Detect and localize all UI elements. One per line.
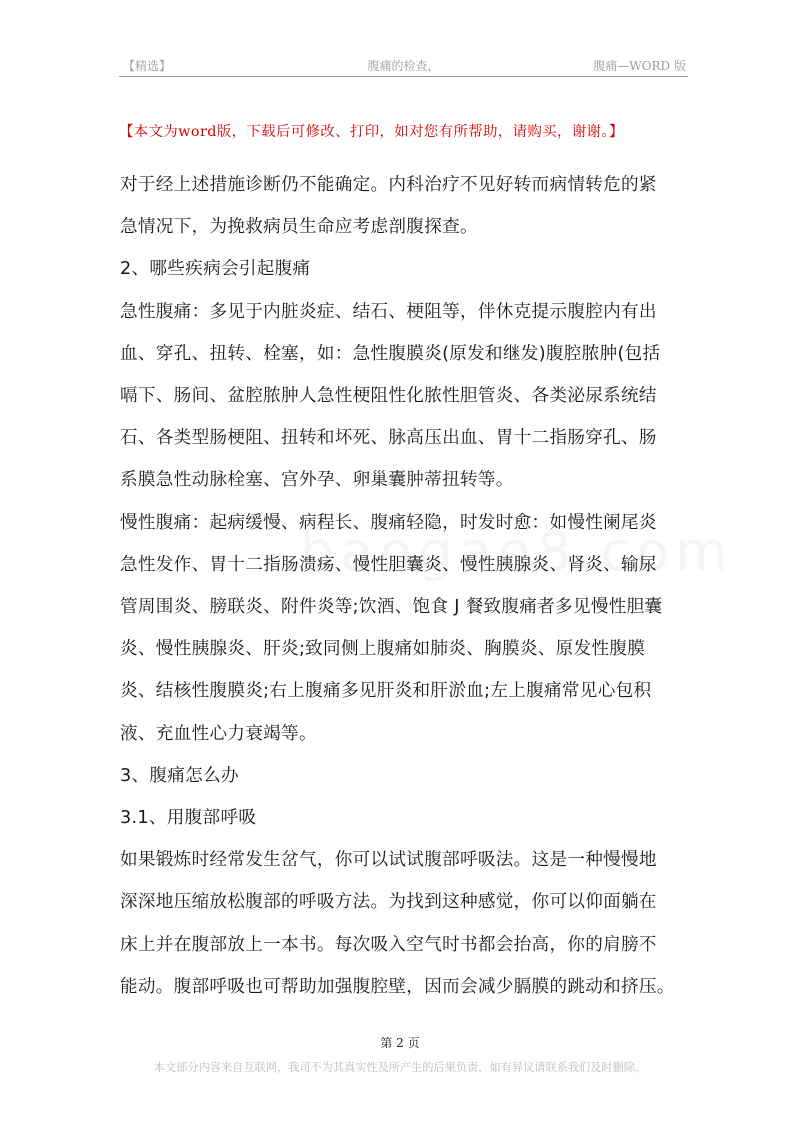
body-line: 系膜急性动脉栓塞、宫外孕、卵巢囊肿蒂扭转等。: [120, 470, 514, 491]
purchase-notice: 【本文为word版，下载后可修改、打印，如对您有所帮助，请购买，谢谢。】: [119, 124, 624, 140]
body-line: 急情况下，为挽救病员生命应考虑剖腹探查。: [120, 217, 478, 238]
body-line: 慢性腹痛：起病缓慢、病程长、腹痛轻隐，时发时愈：如慢性阑尾炎: [120, 512, 657, 533]
body-line: 急性腹痛：多见于内脏炎症、结石、梗阻等，伴休克提示腹腔内有出: [120, 301, 657, 322]
subsection-heading: 3.1、用腹部呼吸: [120, 808, 257, 829]
header-right-tag: 腹痛—WORD 版: [593, 59, 686, 73]
header-left-tag: 【精选】: [123, 59, 172, 73]
section-heading: 2、哪些疾病会引起腹痛: [120, 259, 311, 280]
body-line: 管周围炎、膀联炎、附件炎等;饮酒、饱食 J 餐致腹痛者多见慢性胆囊: [120, 597, 663, 618]
body-line: 能动。腹部呼吸也可帮助加强腹腔壁，因而会减少膈膜的跳动和挤压。: [120, 976, 675, 997]
page-header: [119, 52, 688, 77]
body-line: 如果锻炼时经常发生岔气，你可以试试腹部呼吸法。这是一种慢慢地: [120, 850, 657, 871]
header-title: 腹痛的检查，: [367, 59, 440, 73]
section-heading: 3、腹痛怎么办: [120, 765, 239, 786]
body-line: 嗝下、肠间、盆腔脓肿人急性梗阻性化脓性胆管炎、各类泌尿系统结: [120, 386, 657, 407]
body-line: 床上并在腹部放上一本书。每次吸入空气时书都会抬高，你的肩膀不: [120, 934, 657, 955]
body-line: 深深地压缩放松腹部的呼吸方法。为找到这种感觉，你可以仰面躺在: [120, 892, 657, 913]
body-line: 石、各类型肠梗阻、扭转和坏死、脉高压出血、胃十二指肠穿孔、肠: [120, 428, 657, 449]
body-line: 对于经上述措施诊断仍不能确定。内科治疗不见好转而病情转危的紧: [120, 175, 657, 195]
document-body: [120, 164, 682, 1008]
body-line: 液、充血性心力衰竭等。: [120, 723, 317, 744]
page-number: 第 2 页: [380, 1036, 420, 1050]
body-line: 炎、结核性腹膜炎;右上腹痛多见肝炎和肝淤血;左上腹痛常见心包积: [120, 681, 652, 702]
body-line: 炎、慢性胰腺炎、肝炎;致同侧上腹痛如肺炎、胸膜炎、原发性腹膜: [120, 639, 646, 660]
body-line: 血、穿孔、扭转、栓塞，如：急性腹膜炎(原发和继发)腹腔脓肿(包括: [120, 343, 661, 364]
body-line: 急性发作、胃十二指肠溃疡、慢性胆囊炎、慢性胰腺炎、肾炎、输尿: [120, 554, 657, 575]
disclaimer-footer: 本文部分内容来自互联网，我司不为其真实性及所产生的后果负责，如有异议请联系我们及时删除。: [153, 1061, 647, 1074]
